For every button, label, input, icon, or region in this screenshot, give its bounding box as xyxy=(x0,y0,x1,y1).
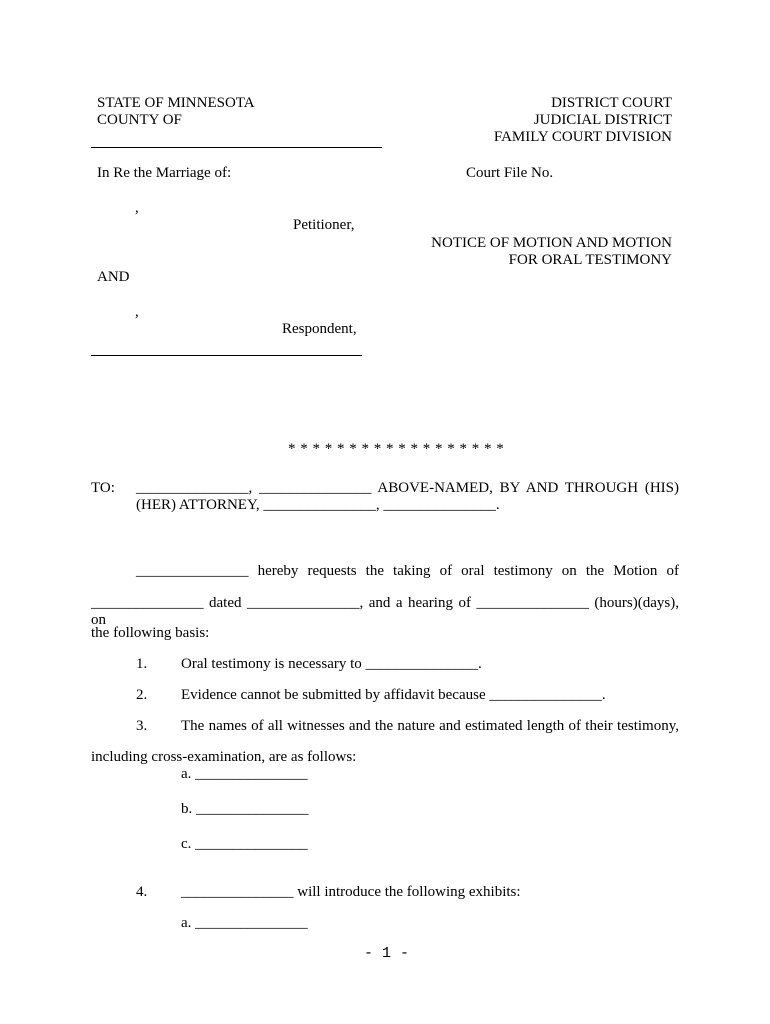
respondent-name-comma: , xyxy=(135,304,139,320)
item-3-text: The names of all witnesses and the nature and estimated length of their testimony, xyxy=(181,718,679,734)
court-division: FAMILY COURT DIVISION xyxy=(493,129,672,145)
state-name: STATE OF MINNESOTA xyxy=(97,95,255,111)
and-label: AND xyxy=(97,269,130,285)
item-4-text: _______________ will introduce the following exhibits: xyxy=(181,884,521,900)
county-label: COUNTY OF xyxy=(97,112,182,128)
request-paragraph-line1: _______________ hereby requests the taking of oral testimony on the Motion of xyxy=(136,563,679,579)
page-number: - 1 - xyxy=(364,945,410,962)
court-name: DISTRICT COURT xyxy=(551,95,672,111)
request-paragraph-line3: the following basis: xyxy=(91,625,210,641)
petitioner-label: Petitioner, xyxy=(293,217,355,233)
exhibit-a: a. _______________ xyxy=(181,915,308,931)
item-4-number: 4. xyxy=(136,884,148,900)
item-3-number: 3. xyxy=(136,718,148,734)
witness-c: c. _______________ xyxy=(181,836,308,852)
witness-b: b. _______________ xyxy=(181,801,309,817)
judicial-district: JUDICIAL DISTRICT xyxy=(533,112,672,128)
respondent-label: Respondent, xyxy=(282,321,357,337)
to-line-1: _______________, _______________ ABOVE-NAMED, BY AND THROUGH (HIS) xyxy=(136,480,679,496)
item-2-text: Evidence cannot be submitted by affidavit because _______________. xyxy=(181,687,606,703)
caption-divider-top xyxy=(91,147,382,148)
caption-divider-bottom xyxy=(91,355,362,356)
witness-a: a. _______________ xyxy=(181,766,308,782)
document-title-line2: FOR ORAL TESTIMONY xyxy=(508,252,672,268)
in-re-label: In Re the Marriage of: xyxy=(97,165,232,181)
item-1-number: 1. xyxy=(136,656,148,672)
document-title-line1: NOTICE OF MOTION AND MOTION xyxy=(431,235,672,251)
item-2-number: 2. xyxy=(136,687,148,703)
star-separator: * * * * * * * * * * * * * * * * * * xyxy=(288,441,505,457)
court-file-label: Court File No. xyxy=(466,165,554,181)
to-label: TO: xyxy=(91,480,115,496)
item-1-text: Oral testimony is necessary to _______________. xyxy=(181,656,482,672)
petitioner-name-comma: , xyxy=(135,200,139,216)
request-paragraph-line2: _______________ dated _______________, and a hearing of _______________ (hours)(days), on xyxy=(91,595,679,628)
to-line-2: (HER) ATTORNEY, _______________, _______________. xyxy=(136,497,500,513)
item-3-continuation: including cross-examination, are as follows: xyxy=(91,749,357,765)
